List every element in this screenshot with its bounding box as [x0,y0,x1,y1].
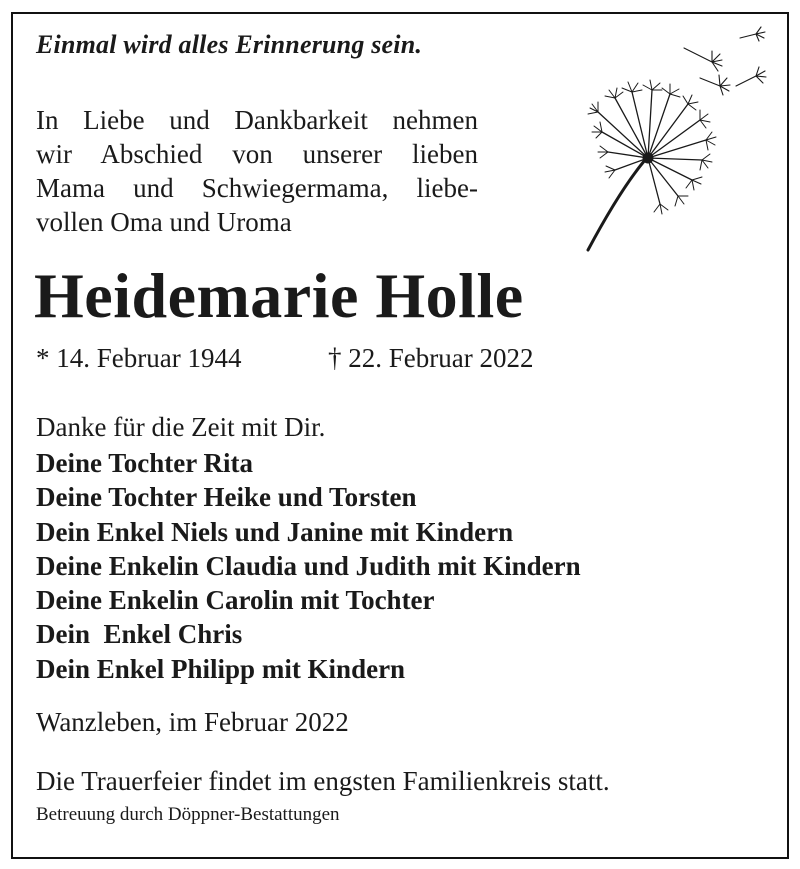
deceased-name: Heidemarie Holle [34,260,524,331]
mourner: Deine Enkelin Carolin mit Tochter [36,585,435,616]
ceremony-note: Die Trauerfeier findet im engsten Familienkreis statt. [36,766,610,796]
dandelion-icon [560,20,780,260]
mourner: Deine Tochter Heike und Torsten [36,482,417,513]
mourner: Deine Enkelin Claudia und Judith mit Kindern [36,550,581,581]
mourner: Dein Enkel Niels und Janine mit Kindern [36,516,514,547]
intro-text [36,103,478,239]
intro-line: vollen Oma und Uroma [36,207,292,237]
motto: Einmal wird alles Erinnerung sein. [36,30,423,59]
mourners-list [36,446,581,686]
mourner: Deine Tochter Rita [36,448,253,478]
intro-line: In Liebe und Dankbarkeit nehmen [36,105,478,135]
birth-date: * 14. Februar 1944 [36,343,242,373]
intro-line: Mama und Schwiegermama, liebe- [36,173,478,203]
death-date: † 22. Februar 2022 [328,343,534,373]
undertaker-note: Betreuung durch Döppner-Bestattungen [36,804,340,825]
place-date: Wanzleben, im Februar 2022 [36,707,349,737]
life-dates [36,343,534,374]
thanks-text: Danke für die Zeit mit Dir. [36,412,326,442]
mourner: Dein Enkel Chris [36,619,243,650]
intro-line: wir Abschied von unserer lieben [36,139,478,169]
mourner: Dein Enkel Philipp mit Kindern [36,653,406,684]
